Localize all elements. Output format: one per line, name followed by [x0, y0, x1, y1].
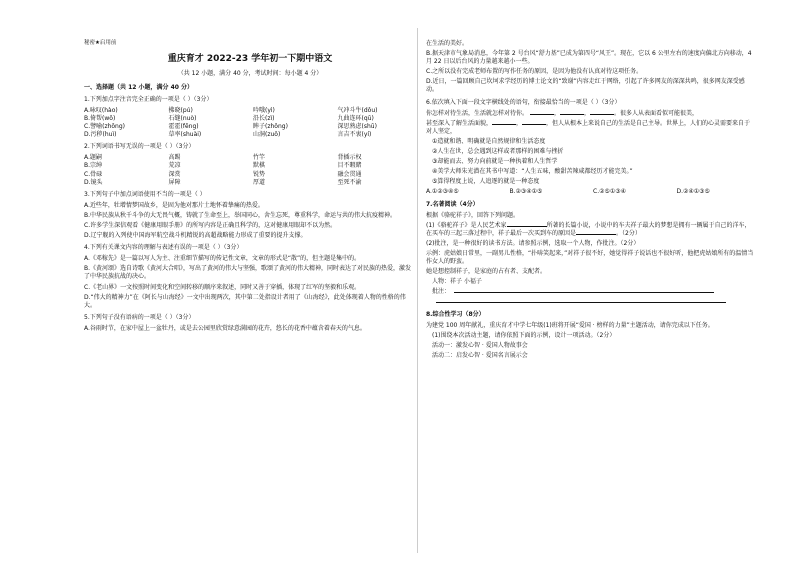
option: D.辽宁舰的入列使中国海军航空战斗机精锐的高超战略能力形成了重要的提升支撑。 [84, 232, 307, 240]
question-text: (1)《骆驼祥子》是人民艺术家 [426, 221, 507, 229]
option: 荒凉 [168, 162, 181, 170]
option: 锐势 [253, 170, 266, 178]
column-divider [417, 28, 418, 553]
question-stem: 5.下列句子没有语病的一项是（ ）（3分） [84, 313, 195, 321]
option: 霍霍(fēng) [168, 123, 199, 131]
option: B.倚帮(wō) [84, 114, 116, 122]
passage-line: 你怎样对待生活，生活就怎样对待你。 ， ， 。很多人从表面看似可能很美， [426, 109, 698, 117]
option: 高踢 [168, 154, 181, 162]
annotation-line [426, 298, 754, 306]
option: D.“伟大的精神力”在《阿长与山海经》一文中出现两次，其中第二处指设计者用了《山海经》，此处体现着人物的性格的伟大。 [84, 293, 406, 309]
sentence-item: ①造就和谐、明确就是自然规律和生活态度 [432, 137, 546, 145]
option: 草率(shuài) [168, 131, 202, 139]
sentence-item: ④美学大师朱光潜在其书中写道：“人生五味，酸甜苦辣咸都经历才能完美。” [432, 168, 633, 176]
example-text: 示例：虎姑娘日常里，一副男儿性格，“扑哧笑起来，”对祥子很不好，她觉得祥子说话也不很好听，他把虎姑娘所有的温情当作女人的野蛮。 [426, 249, 754, 266]
question-stem: 1.下列加点字注音完全正确的一项是（ ）（3分） [84, 95, 213, 103]
option: B.宗绅 [84, 162, 103, 170]
sentence-item: ⑤算得程度上说，人追逐的就是一种态度 [432, 178, 540, 186]
option: 深思熟虑(shū) [337, 123, 377, 131]
option: B.《黄河颂》选自诗歌《黄河大合唱》，写出了黄河的伟大与坚强，歌颂了黄河的伟大精神，同时表达了对民族的热爱，激发了中华民族抗战的决心。 [84, 265, 412, 281]
option: 吟哦(yì) [253, 106, 275, 114]
option-grid [84, 154, 416, 186]
question-intro: 根据《骆驼祥子》，回答下列问题。 [426, 211, 520, 219]
option: 背插示权 [337, 154, 362, 162]
passage-text: 。很多人从表面看似可能很美， [613, 109, 698, 117]
option: C.之所以没有完成老师布置的写作任务的原因，是因为他没有认真对待这项任务。 [426, 68, 643, 76]
option: B.中华民族从秋千斗争的大无畏气概，铸就了生命至上，举国同心，舍生忘死，尊重科学，命运与共的伟大抗疫精神。 [84, 211, 397, 219]
annotation-label: 批注： [432, 288, 451, 296]
option: 融会贯通 [337, 170, 362, 178]
option: B.据天津市气象局消息，今年第 2 号台风“舒力基”已成为第四号“风王”。现在，它以 6 公里左右的速度向偏北方向移动，4 月 22 日以后台风的力量越来越小一些。 [426, 50, 752, 66]
continuation-text: 在生活的美好。 [426, 40, 469, 47]
passage-text: 甚至深入了解生活面貌， [426, 119, 493, 127]
option: D.近日，一篇回顾自己坎坷求学经历的博士论文的“致谢”内容走红于网络，引起了许多网友的深深共鸣，很多网友深受感动。 [426, 78, 745, 94]
choice-row [426, 188, 754, 196]
option: A.近些年，牡增情梦国故乡，是固为他对那片土地怀着挚痛的热爱。 [84, 201, 264, 209]
activity-item: 活动二：启发心智 · 爱国名言展示会 [432, 351, 528, 359]
answer-blank[interactable] [492, 124, 516, 125]
option: 拂晓(pú) [168, 106, 193, 114]
left-column [84, 28, 416, 335]
option: C.许多学生深信观看《健康用眼手册》的所写内容是正确且科学的，这对健康用眼却不以为然。 [84, 221, 337, 229]
option: 眸子(zhōng) [253, 123, 288, 131]
option: 默棋 [253, 162, 266, 170]
sentence-item: ③却能而去、努力向前就是一种执着和人生哲学 [432, 158, 558, 166]
passage-text: 但人从根本上来说自己的生活是自己主导。世界上，人们的心灵需要来自于对人坚定， [426, 119, 751, 135]
option: 九曲连环(qū) [337, 114, 374, 122]
sentence-item: ②人生在世，总会遇到这样或者那样的困难与挫折 [432, 148, 564, 156]
question-part [426, 222, 754, 238]
activity-item: 活动一：激发心智 · 爱国人物故事会 [432, 341, 528, 349]
option: C.譬喻(zhōng) [84, 123, 126, 131]
task-text: (1)围绕本次活动主题，请你依照下面的示例，设计一项活动。（2分） [432, 331, 616, 339]
option: 屏障 [168, 178, 181, 186]
choice-option: A.①②③④⑤ [426, 188, 459, 196]
option: C.骨碌 [84, 170, 103, 178]
answer-blank[interactable] [522, 124, 546, 125]
page-title: 重庆育才 2022-23 学年初一下期中语文 [167, 54, 333, 65]
choice-option: D.②④①③⑤ [676, 188, 710, 196]
question-text: 所著的长篇小说，小说中的车夫祥子最大的梦想是拥有一辆属于自己的洋车，在买车的三起三落过程中，祥子最后一次买到车的原因是 [426, 221, 751, 237]
option: A.题嗣 [84, 154, 102, 162]
option: A.《邓稼先》是一篇以写人为主、注重细节描写的传记性文章，文章的形式是“散”的，但主题是集中的。 [84, 255, 361, 263]
option: 目不暇睹 [337, 162, 362, 170]
question-part: (2)批注，是一种很好的读书方法。请参照示例，选取一个人物，作批注。（2分） [426, 239, 640, 247]
option: A.咏叹(hào) [84, 106, 118, 114]
option: 竹竿 [253, 154, 266, 162]
option: 石缝(nuò) [168, 114, 197, 122]
secret-label: 秘密★启用前 [84, 40, 117, 46]
question-stem: 2.下列词语书写无误的一项是（ ）（3分） [84, 143, 195, 151]
option: 山洞(zuǒ) [253, 131, 281, 139]
exam-subtitle: （共 12 小题，满分 40 分，考试时间：每小题 4 分） [177, 69, 323, 77]
answer-blank[interactable] [530, 114, 554, 115]
option: D.污秽(huì) [84, 131, 117, 139]
option: 气冲斗牛(dǒu) [337, 106, 378, 114]
right-column [426, 28, 754, 362]
option: 深赏 [168, 170, 181, 178]
passage-text: 你怎样对待生活，生活就怎样对待你。 [426, 109, 529, 117]
option: 沿长(zì) [253, 114, 275, 122]
question-intro: 为建党 100 周年献礼，重庆育才中学七年级(1)班将开展“爱国 · 榜样的力量”主题活动，请你完成以下任务。 [426, 321, 714, 329]
question-stem: 6.依次填入下面一段文字横线处的语句，衔接最恰当的一项是（ ）（3分） [426, 98, 621, 106]
question-stem: 4.下列有关课文内容的理解与表述有误的一项是（ ）（3分） [84, 244, 243, 252]
option: 言吉不衷(yí) [337, 131, 372, 139]
answer-blank[interactable] [560, 114, 584, 115]
option: A.谷雨时节，在家中屋上一盆牡丹，或是去公园里欣赏绿意满园的花卉，悠长的花香中蕴含着春天的气息。 [84, 324, 366, 332]
answer-blank[interactable] [576, 234, 616, 235]
passage-line: 甚至深入了解生活面貌， ， ，但人从根本上来说自己的生活是自己主导。世界上，人们的心灵需要来自于对人坚定， [426, 119, 751, 135]
question-stem: 3.下列句子中加点词语使用不当的一项是（ ） [84, 190, 206, 198]
section-heading: 一、选择题（共 12 小题，满分 40 分） [84, 83, 194, 91]
example-text: 她是想控制祥子，是家庭的占有者、支配者。 [426, 268, 547, 276]
answer-blank[interactable] [507, 226, 547, 227]
option-grid [84, 107, 416, 139]
annotation-input[interactable] [454, 292, 714, 293]
character-list: 人物：祥子 小福子 [432, 278, 482, 286]
option: 厚道 [253, 178, 266, 186]
option: 至死不渝 [337, 178, 362, 186]
annotation-line [426, 288, 754, 296]
choice-option: B.②③④①⑤ [509, 188, 543, 196]
choice-option: C.②⑤①③④ [593, 188, 626, 196]
section-heading: 8.综合性学习（8分） [426, 310, 485, 318]
annotation-input[interactable] [436, 302, 726, 303]
option: C.《老山界》一文按照时间变化和空间转移的顺序来叙述，同时又善于穿插，体现了红军的坚毅和乐观。 [84, 283, 361, 291]
answer-blank[interactable] [590, 114, 614, 115]
section-heading: 7.名著阅读（4分） [426, 200, 479, 208]
question-text: 。（2分） [616, 229, 641, 237]
option: D.镜头 [84, 178, 103, 186]
